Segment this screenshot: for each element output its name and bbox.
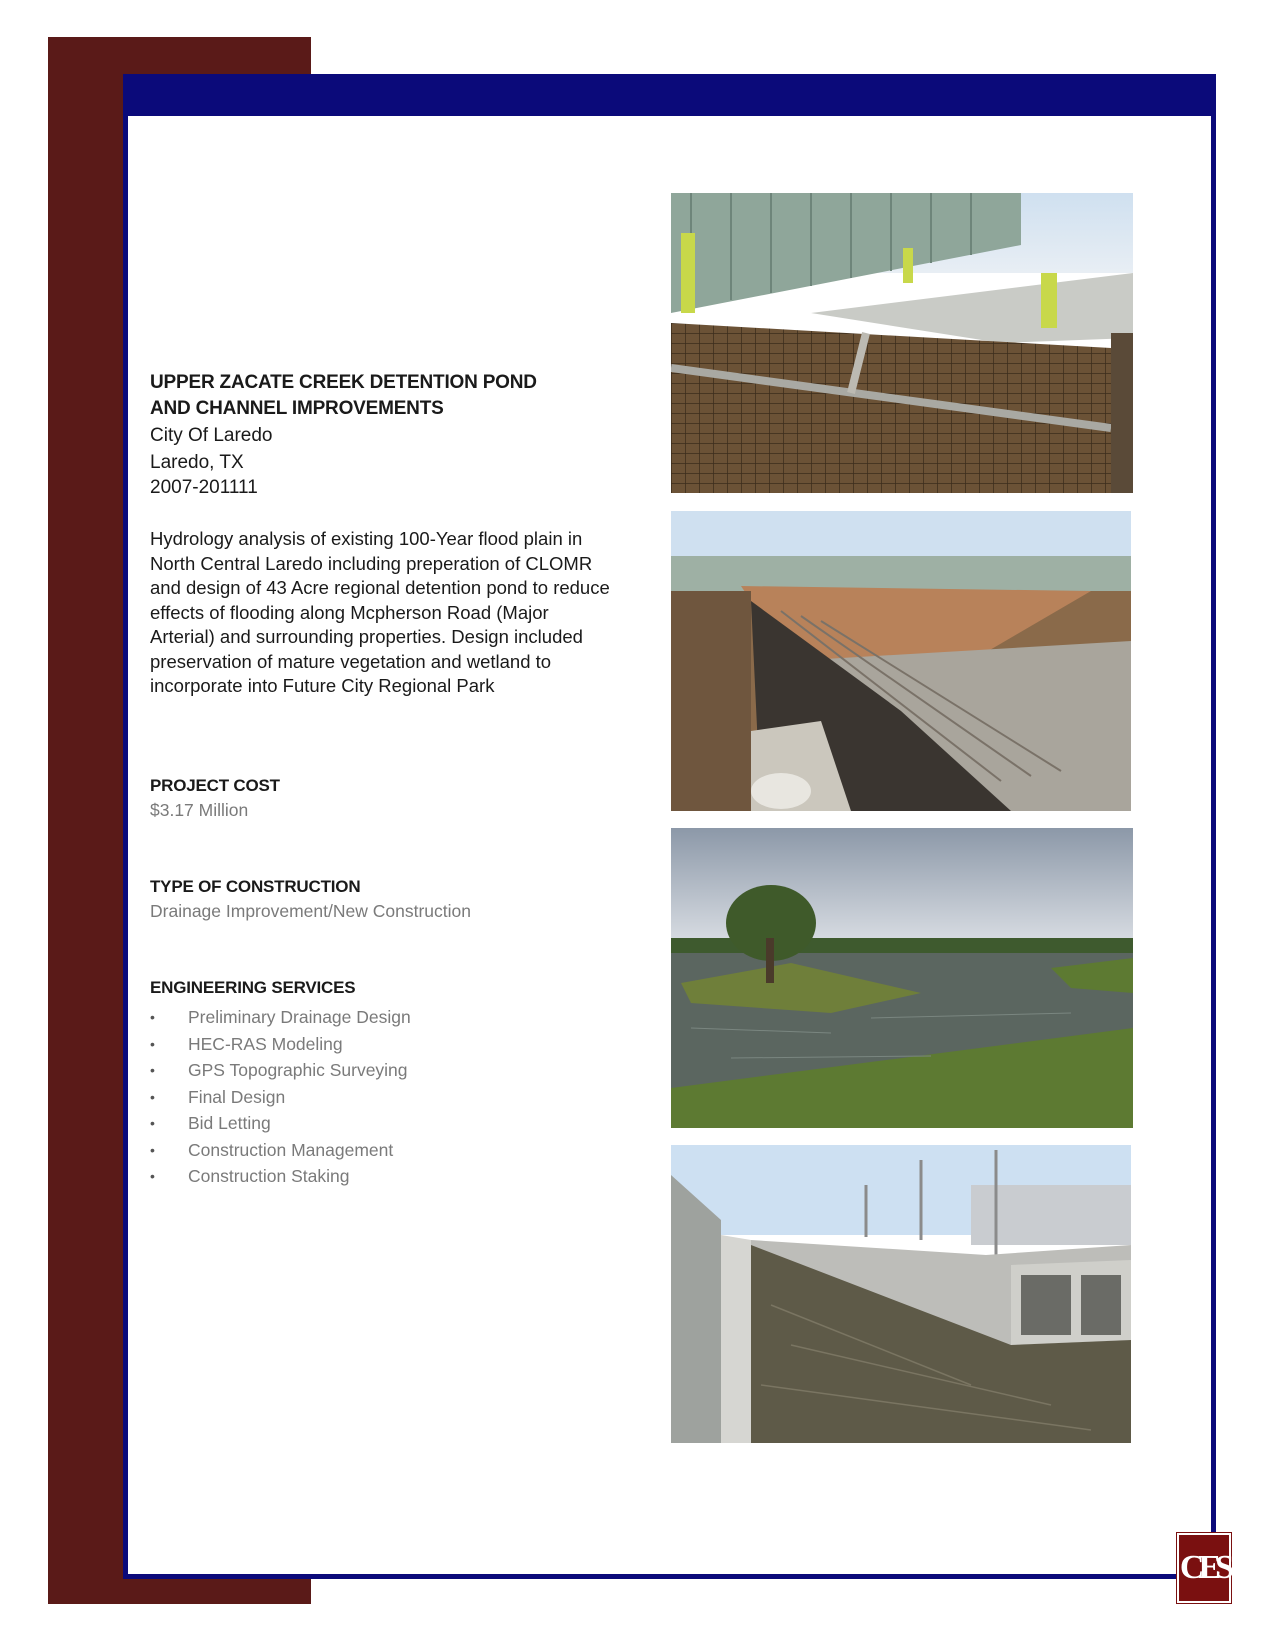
project-cost-value: $3.17 Million <box>150 800 249 820</box>
project-cost-heading: PROJECT COST <box>150 776 280 795</box>
engineering-services-section <box>150 978 411 1190</box>
list-item: • Bid Letting <box>150 1113 271 1133</box>
list-item: • HEC-RAS Modeling <box>150 1033 343 1054</box>
project-client: City Of Laredo <box>150 425 273 446</box>
services-list <box>150 1004 411 1190</box>
construction-type-section <box>150 877 471 922</box>
list-item: • Preliminary Drainage Design <box>150 1007 411 1027</box>
photo-detention-pond <box>671 828 1133 1128</box>
list-item: • GPS Topographic Surveying <box>150 1060 408 1080</box>
photo-channel-excavation <box>671 511 1131 811</box>
list-item: • Construction Management <box>150 1139 394 1160</box>
project-title-line2: AND CHANNEL IMPROVEMENTS <box>150 398 444 419</box>
project-location: Laredo, TX <box>150 452 244 473</box>
list-item: • Final Design <box>150 1086 286 1107</box>
frame-header-band <box>123 74 1216 116</box>
construction-type-heading: TYPE OF CONSTRUCTION <box>150 877 361 896</box>
engineering-services-heading: ENGINEERING SERVICES <box>150 978 356 997</box>
project-cost-section <box>150 776 280 821</box>
list-item: • Construction Staking <box>150 1166 350 1186</box>
project-title-line1: UPPER ZACATE CREEK DETENTION POND <box>150 372 537 393</box>
construction-type-value: Drainage Improvement/New Construction <box>150 901 471 921</box>
project-header <box>150 370 620 699</box>
photo-rebar-slab <box>671 193 1133 493</box>
project-description: Hydrology analysis of existing 100-Year flood plain in North Central Laredo including preperation of CLOMR and design of 43 Acre regional detention pond to reduce effects of flooding along Mcpherson Road (Major Arterial) and surrounding properties. Design included preservation of mature vegetation and wetland to incorporate into Future City Regional Park <box>150 528 610 696</box>
company-logo: CES <box>1177 1533 1231 1603</box>
project-years: 2007-201111 <box>150 477 258 498</box>
photo-concrete-channel <box>671 1145 1131 1443</box>
